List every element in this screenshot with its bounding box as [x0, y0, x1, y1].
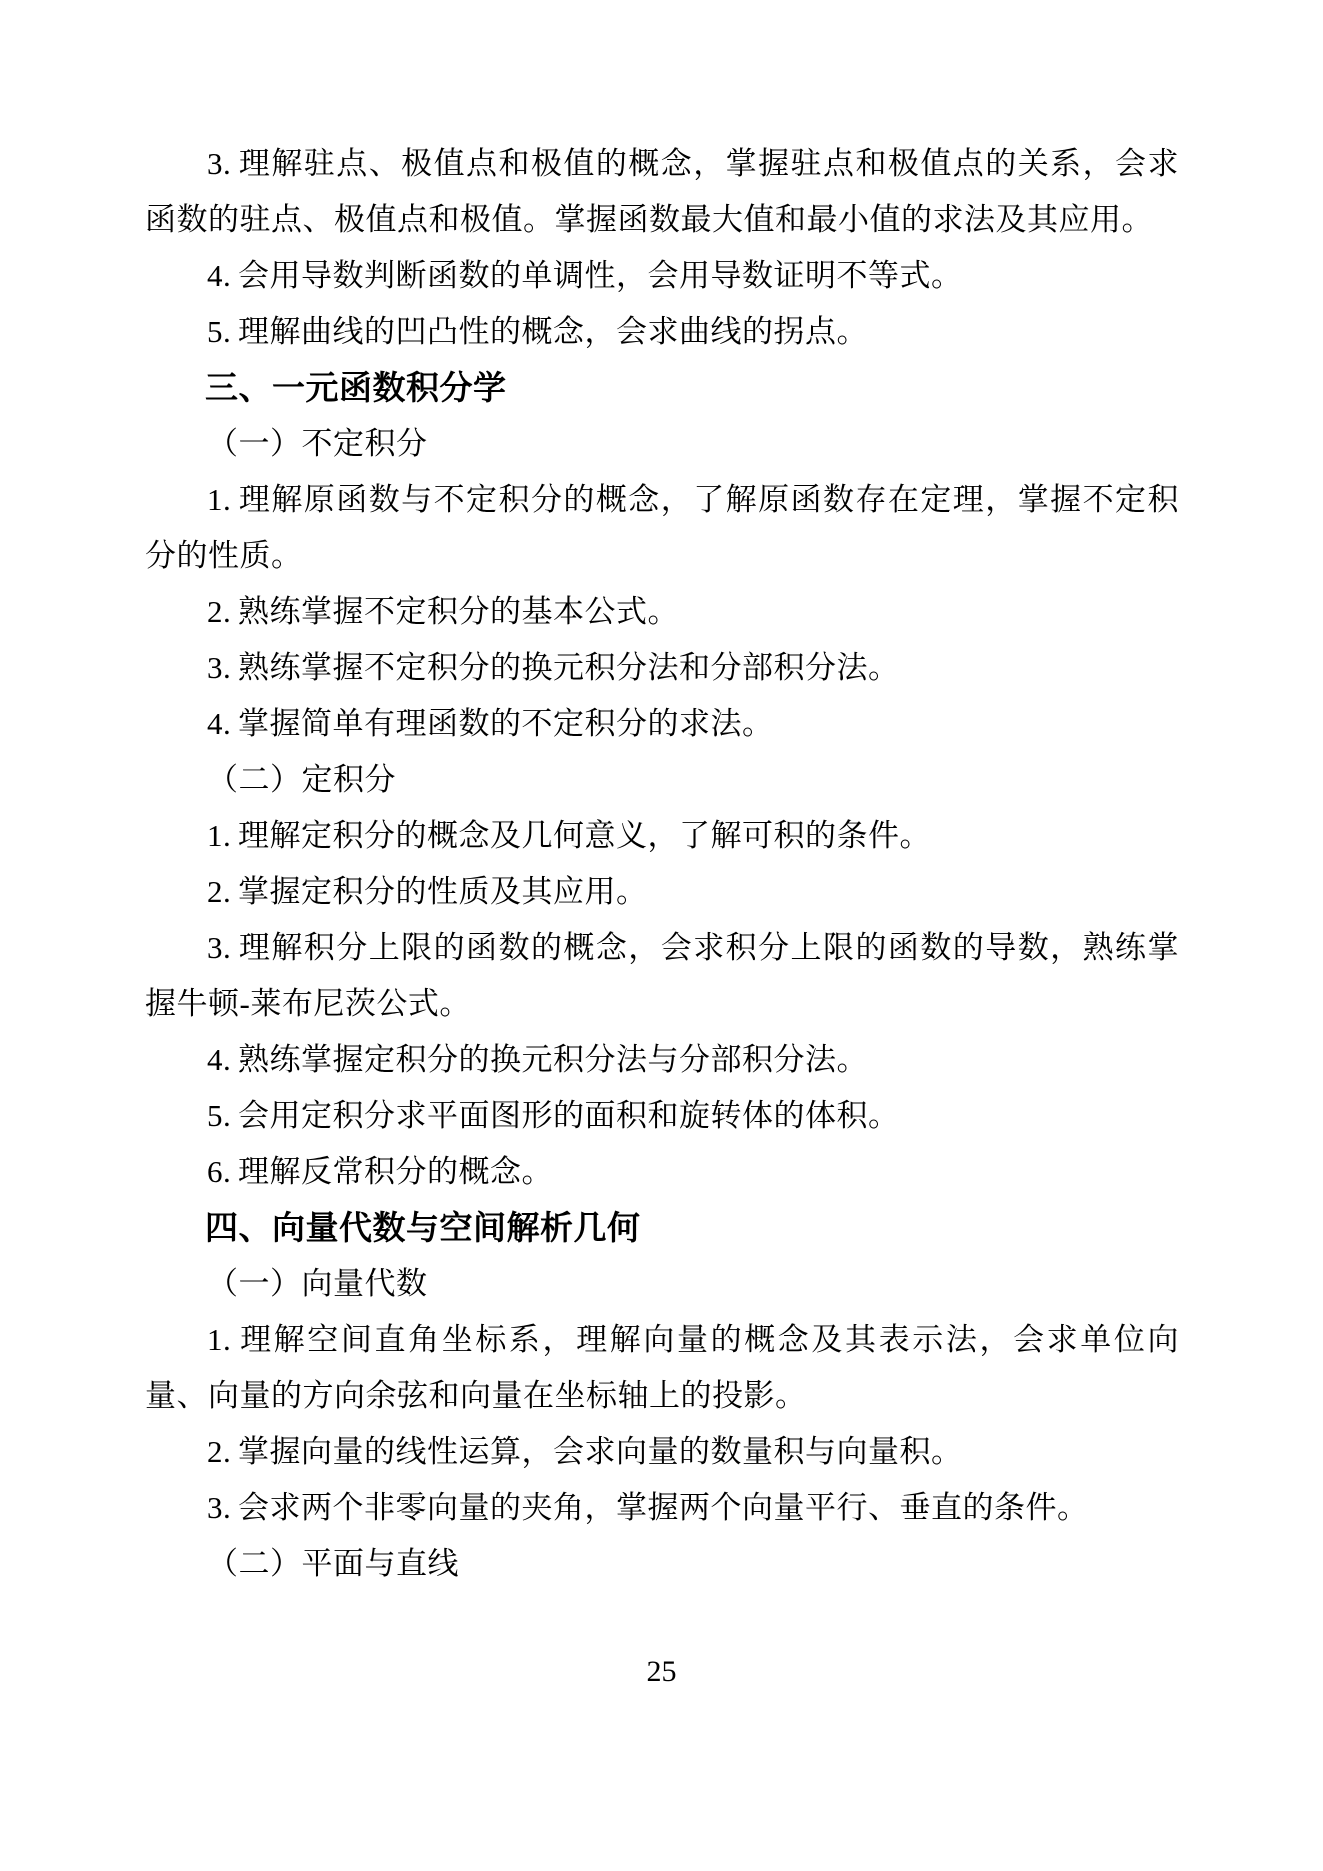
- body-paragraph: 3. 理解积分上限的函数的概念，会求积分上限的函数的导数，熟练掌握牛顿-莱布尼茨公式。: [145, 930, 1179, 1021]
- body-paragraph: 2. 掌握定积分的性质及其应用。: [207, 874, 648, 909]
- subsection-heading: （二）定积分: [207, 762, 396, 797]
- body-paragraph: 4. 掌握简单有理函数的不定积分的求法。: [207, 706, 774, 741]
- page-number: 25: [646, 1655, 677, 1688]
- body-paragraph: 2. 熟练掌握不定积分的基本公式。: [207, 594, 679, 629]
- body-paragraph: 4. 会用导数判断函数的单调性，会用导数证明不等式。: [207, 258, 963, 293]
- body-paragraph: 5. 会用定积分求平面图形的面积和旋转体的体积。: [207, 1098, 900, 1133]
- body-paragraph: 1. 理解空间直角坐标系，理解向量的概念及其表示法，会求单位向量、向量的方向余弦和向量在坐标轴上的投影。: [145, 1322, 1179, 1413]
- body-paragraph: 4. 熟练掌握定积分的换元积分法与分部积分法。: [207, 1042, 868, 1077]
- body-paragraph: 2. 掌握向量的线性运算，会求向量的数量积与向量积。: [207, 1434, 963, 1469]
- body-paragraph: 3. 理解驻点、极值点和极值的概念，掌握驻点和极值点的关系，会求函数的驻点、极值点和极值。掌握函数最大值和最小值的求法及其应用。: [145, 146, 1179, 237]
- section-heading: 四、向量代数与空间解析几何: [205, 1209, 641, 1246]
- body-paragraph: 6. 理解反常积分的概念。: [207, 1154, 553, 1189]
- body-paragraph: 1. 理解原函数与不定积分的概念，了解原函数存在定理，掌握不定积分的性质。: [145, 482, 1179, 573]
- subsection-heading: （一）不定积分: [207, 426, 428, 461]
- body-paragraph: 3. 熟练掌握不定积分的换元积分法和分部积分法。: [207, 650, 900, 685]
- subsection-heading: （一）向量代数: [207, 1266, 428, 1301]
- body-paragraph: 3. 会求两个非零向量的夹角，掌握两个向量平行、垂直的条件。: [207, 1490, 1089, 1525]
- section-heading: 三、一元函数积分学: [205, 369, 507, 406]
- body-paragraph: 1. 理解定积分的概念及几何意义，了解可积的条件。: [207, 818, 931, 853]
- page-content: [145, 136, 1179, 1592]
- body-paragraph: 5. 理解曲线的凹凸性的概念，会求曲线的拐点。: [207, 314, 868, 349]
- subsection-heading: （二）平面与直线: [207, 1546, 459, 1581]
